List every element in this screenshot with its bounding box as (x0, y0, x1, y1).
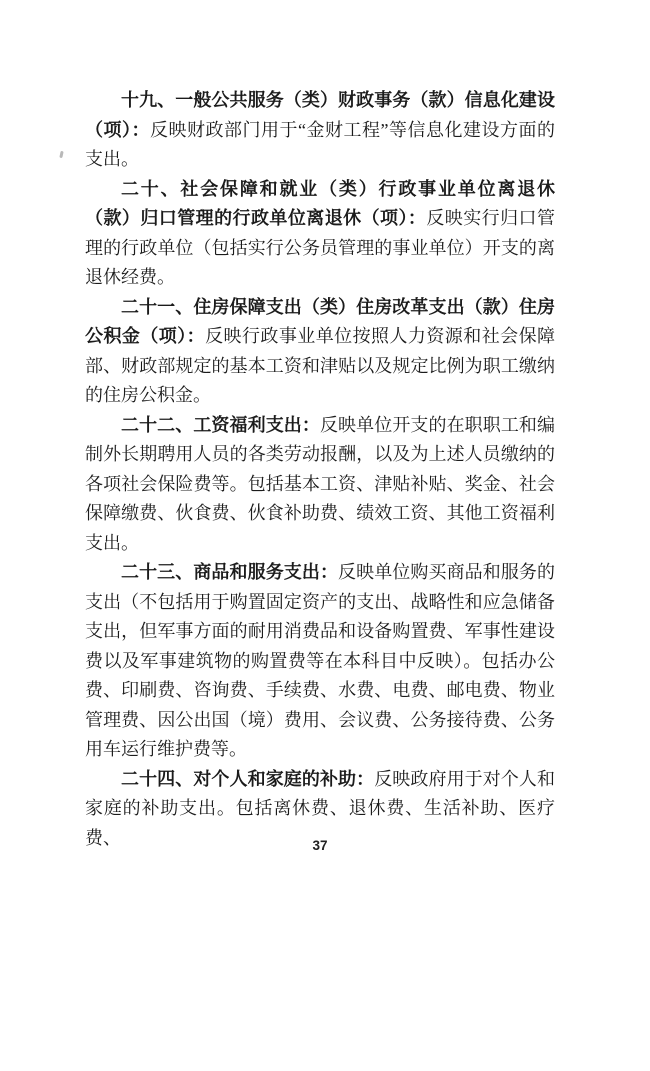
paragraph-20 (85, 175, 555, 293)
paragraph-20-heading: 二十、社会保障和就业（类）行政事业单位离退休（款）归口管理的行政单位离退休（项）： (85, 178, 555, 228)
paragraph-23 (85, 558, 555, 765)
paragraph-24-body: 反映政府用于对个人和家庭的补助支出。包括离休费、退休费、生活补助、医疗费、 (85, 768, 556, 848)
paragraph-22-body: 反映单位开支的在职职工和编制外长期聘用人员的各类劳动报酬，以及为上述人员缴纳的各项社会保险费等。包括基本工资、津贴补贴、奖金、社会保障缴费、伙食费、伙食补助费、绩效工资、其他工资福利支出。 (85, 414, 556, 553)
document-body-text (85, 86, 555, 853)
page-number: 37 (312, 838, 328, 853)
paragraph-21-heading: 二十一、住房保障支出（类）住房改革支出（款）住房公积金（项）： (85, 296, 555, 346)
paragraph-19-body: 反映财政部门用于“金财工程”等信息化建设方面的支出。 (85, 119, 556, 169)
paragraph-21 (85, 293, 555, 411)
paragraph-22 (85, 411, 555, 559)
paragraph-23-body: 反映单位购买商品和服务的支出（不包括用于购置固定资产的支出、战略性和应急储备支出，但军事方面的耐用消费品和设备购置费、军事性建设费以及军事建筑物的购置费等在本科目中反映）。包括办公费、印刷费、咨询费、手续费、水费、电费、邮电费、物业管理费、因公出国（境）费用、会议费、公务接待费、公务用车运行维护费等。 (85, 562, 556, 759)
paragraph-22-heading: 二十二、工资福利支出： (121, 414, 320, 435)
scan-speck-artifact (59, 151, 63, 158)
paragraph-23-heading: 二十三、商品和服务支出： (121, 562, 339, 582)
paragraph-21-body: 反映行政事业单位按照人力资源和社会保障部、财政部规定的基本工资和津贴以及规定比例为职工缴纳的住房公积金。 (85, 326, 556, 405)
paragraph-19 (85, 86, 555, 175)
paragraph-20-body: 反映实行归口管理的行政单位（包括实行公务员管理的事业单位）开支的离退休经费。 (85, 208, 555, 287)
paragraph-19-heading: 十九、一般公共服务（类）财政事务（款）信息化建设（项）： (85, 90, 555, 140)
paragraph-24-heading: 二十四、对个人和家庭的补助： (121, 768, 375, 789)
